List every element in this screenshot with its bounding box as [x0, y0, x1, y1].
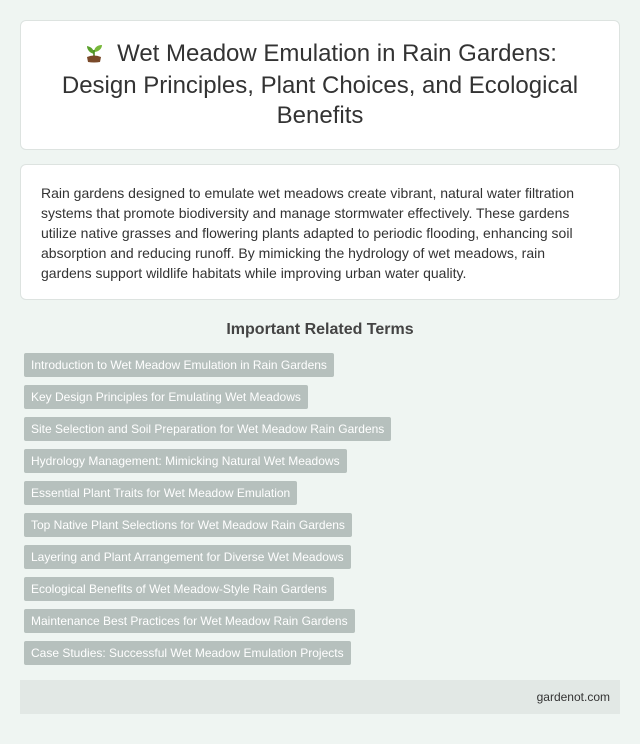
footer-site-link[interactable]: gardenot.com	[536, 690, 610, 704]
page-title	[51, 39, 589, 131]
related-terms-heading: Important Related Terms	[226, 321, 414, 338]
intro-paragraph: Rain gardens designed to emulate wet meadows create vibrant, natural water filtration systems that promote biodiversity and manage stormwater effectively. These gardens utilize native grasses and flowering plants adapted to periodic flooding, enhancing soil absorption and reducing runoff. By mimicking the hydrology of wet meadows, rain gardens support wildlife habitats while improving urban water quality.	[41, 185, 575, 281]
page-title-text: Wet Meadow Emulation in Rain Gardens: Design Principles, Plant Choices, and Ecological Benefits	[61, 40, 579, 129]
intro-card	[20, 164, 620, 300]
footer	[20, 680, 620, 714]
list-item	[24, 353, 624, 385]
term-tag[interactable]: Essential Plant Traits for Wet Meadow Emulation	[24, 481, 297, 505]
title-card	[20, 20, 620, 150]
list-item	[24, 577, 624, 609]
list-item	[24, 385, 624, 417]
list-item	[24, 609, 624, 641]
term-tag[interactable]: Top Native Plant Selections for Wet Meadow Rain Gardens	[24, 513, 352, 537]
term-tag[interactable]: Ecological Benefits of Wet Meadow-Style Rain Gardens	[24, 577, 334, 601]
related-terms-list	[24, 353, 624, 673]
list-item	[24, 545, 624, 577]
term-tag[interactable]: Hydrology Management: Mimicking Natural Wet Meadows	[24, 449, 347, 473]
list-item	[24, 481, 624, 513]
seedling-icon	[83, 41, 105, 71]
term-tag[interactable]: Introduction to Wet Meadow Emulation in Rain Gardens	[24, 353, 334, 377]
term-tag[interactable]: Case Studies: Successful Wet Meadow Emulation Projects	[24, 641, 351, 665]
term-tag[interactable]: Maintenance Best Practices for Wet Meadow Rain Gardens	[24, 609, 355, 633]
term-tag[interactable]: Layering and Plant Arrangement for Diverse Wet Meadows	[24, 545, 351, 569]
list-item	[24, 641, 624, 673]
list-item	[24, 513, 624, 545]
list-item	[24, 449, 624, 481]
term-tag[interactable]: Key Design Principles for Emulating Wet Meadows	[24, 385, 308, 409]
list-item	[24, 417, 624, 449]
term-tag[interactable]: Site Selection and Soil Preparation for Wet Meadow Rain Gardens	[24, 417, 391, 441]
